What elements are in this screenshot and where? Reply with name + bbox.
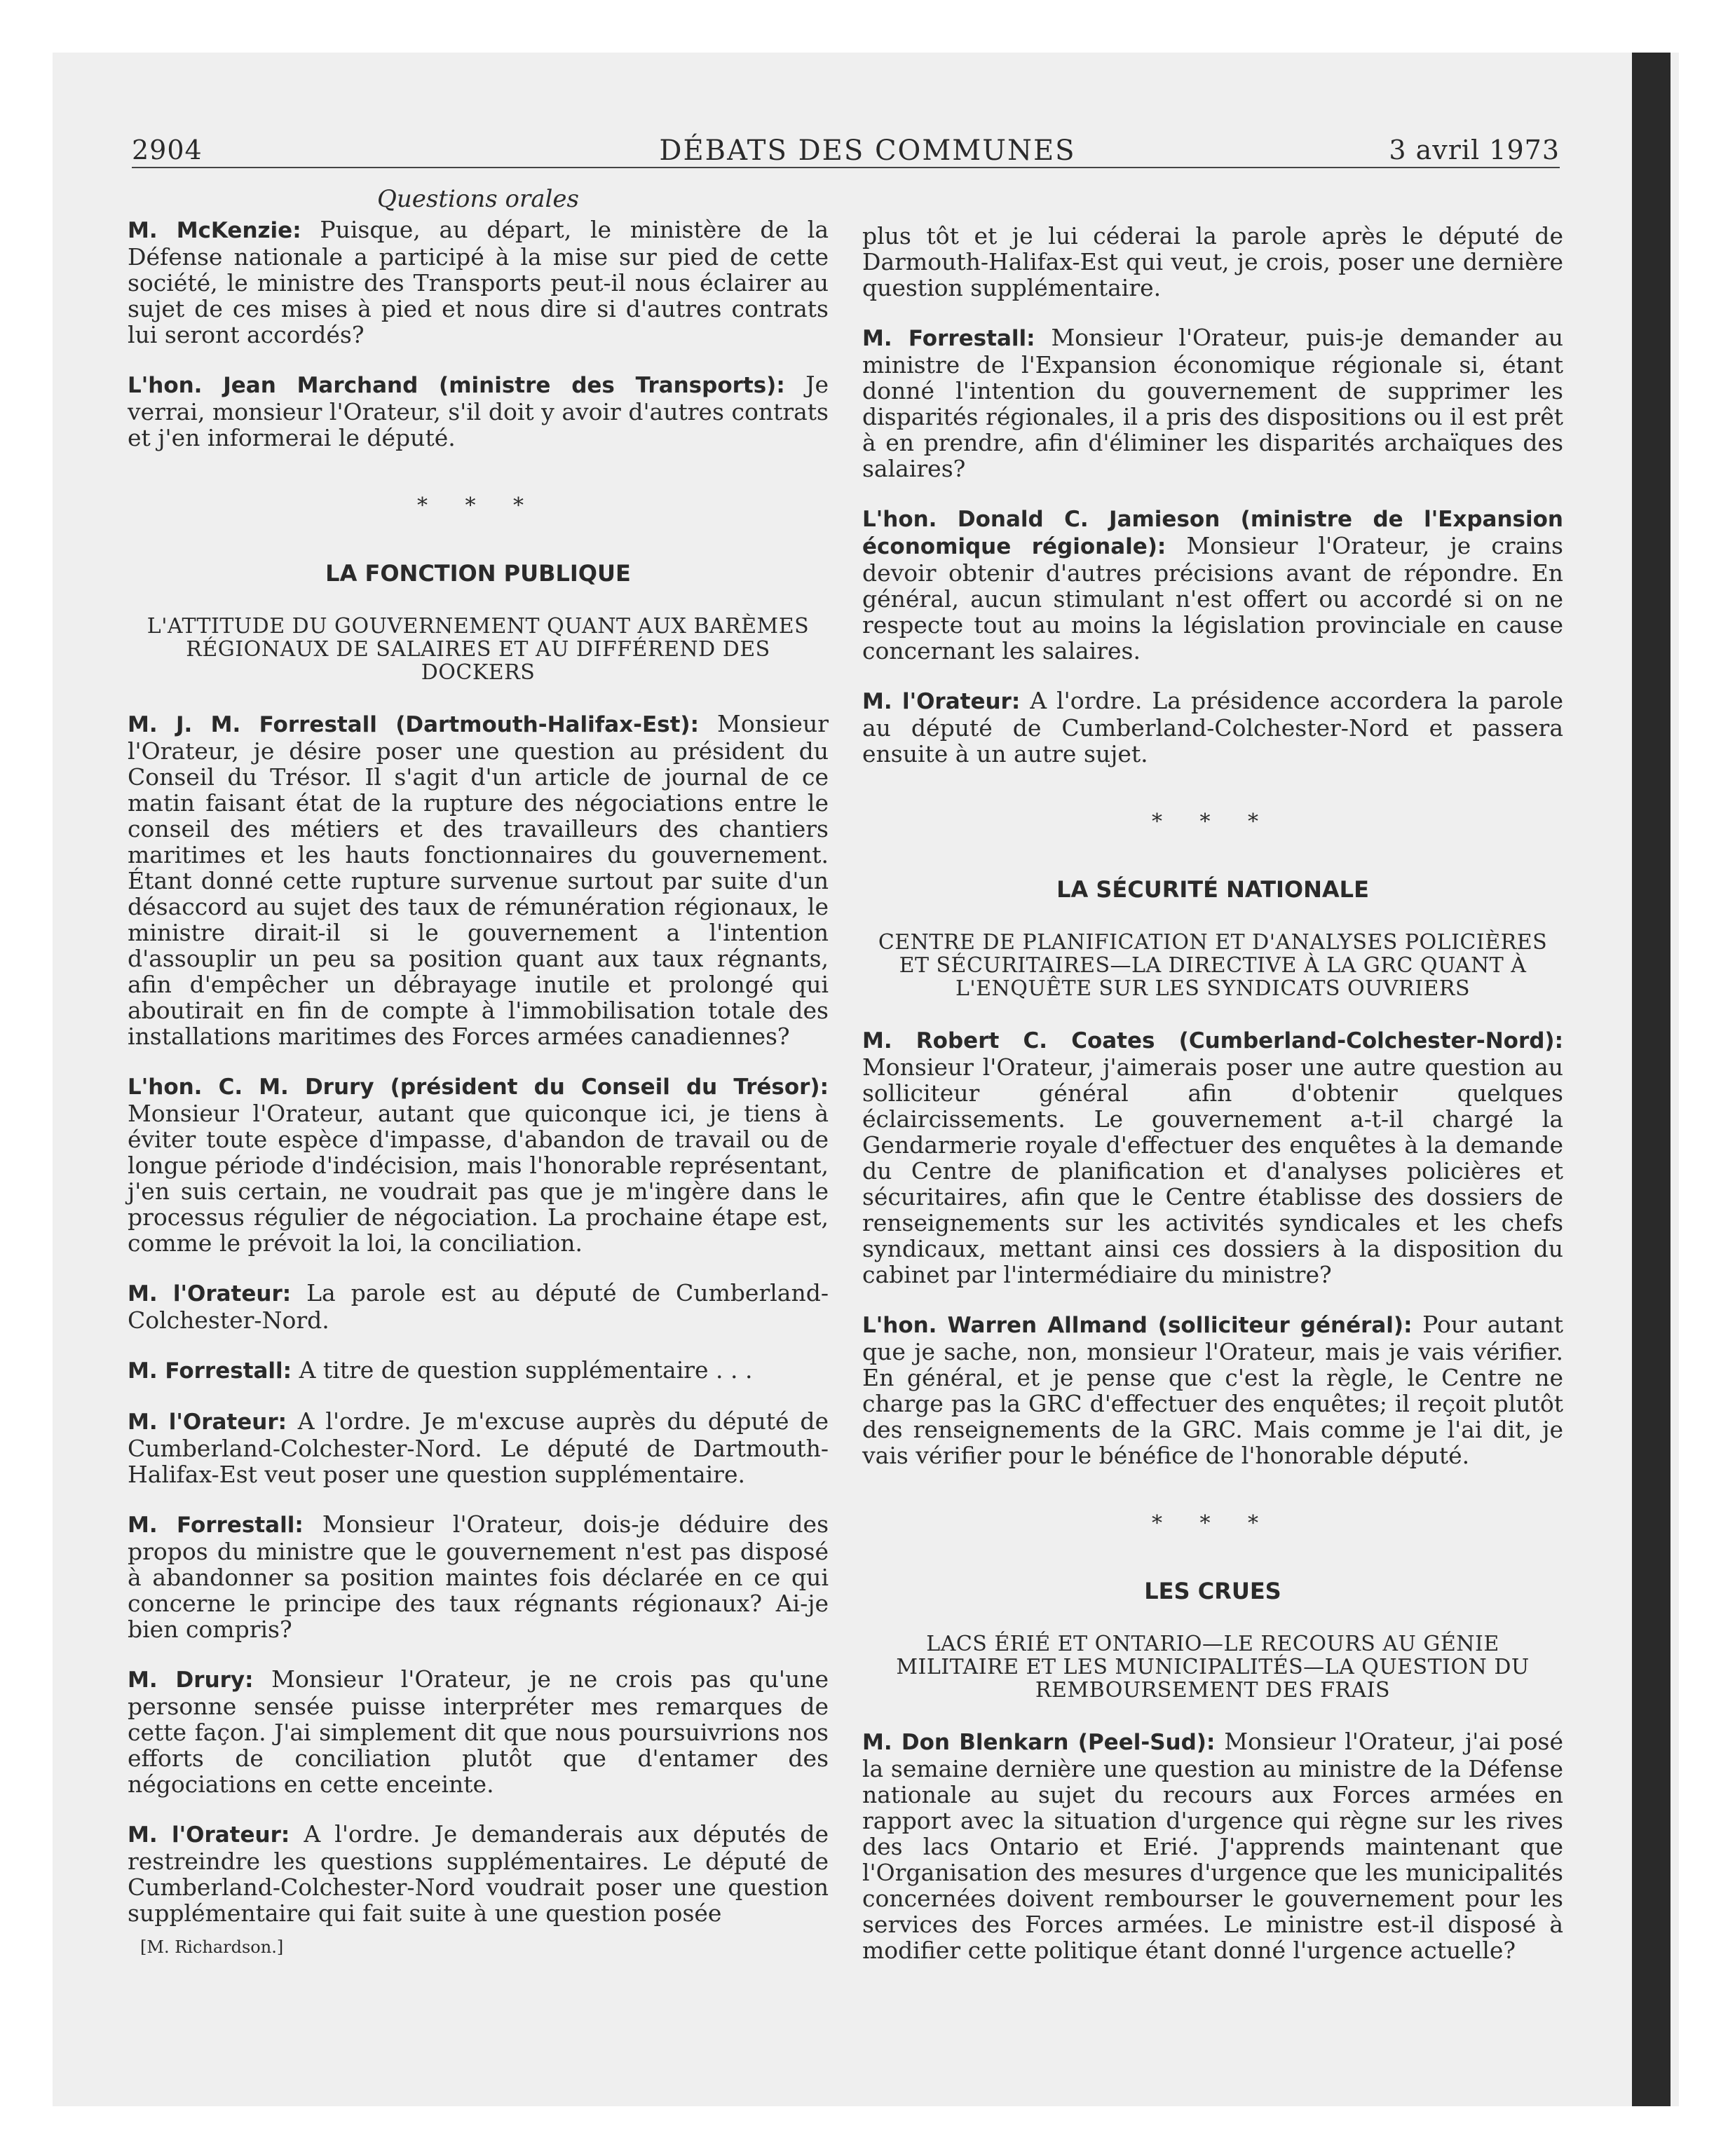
speech-text: Monsieur l'Orateur, j'ai posé la semaine dernière une question au ministre de la Défense nationale au sujet du recours aux Forces armées en rapport avec la situation d'urgence qui règne sur les rives des lacs Ontario et Erié. J'apprends maintenant que l'Organisation des mesures d'urgence que les municipalités concernées doivent rembourser le gouvernement pour les services des Forces armées. Le ministre est-il disposé à modifier cette politique étant donné l'urgence actuelle? <box>862 1728 1563 1964</box>
paragraph <box>128 1408 829 1487</box>
speech-text: Monsieur l'Orateur, puis-je demander au ministre de l'Expansion économique régionale si, étant donné l'intention du gouvernement de supprimer les disparités régionales, il a pris des dispositions ou il est prêt à en prendre, afin d'éliminer les disparités archaïques des salaires? <box>862 324 1563 482</box>
speech-text: Monsieur l'Orateur, je ne crois pas qu'une personne sensée puisse interpréter mes remarques de cette façon. J'ai simplement dit que nous poursuivrions nos efforts de conciliation plutôt que d'entamer des négociations en cette enceinte. <box>128 1665 829 1798</box>
section-separator: * * * <box>1151 1511 1274 1536</box>
paragraph <box>128 1073 829 1256</box>
paragraph <box>128 1821 829 1926</box>
left-column <box>128 182 829 1960</box>
speaker: M. l'Orateur: <box>128 1281 292 1306</box>
section-heading: LA FONCTION PUBLIQUE <box>325 560 631 587</box>
speaker: M. Forrestall: <box>862 326 1035 351</box>
speech-text: Monsieur l'Orateur, je crains devoir obtenir d'autres précisions avant de répondre. En général, aucun stimulant n'est offert ou accordé si on ne respecte tout au moins la législation provinciale en cause concernant les salaires. <box>862 532 1563 664</box>
section-separator: * * * <box>1151 810 1274 834</box>
paragraph <box>862 325 1563 482</box>
section-separator: * * * <box>416 493 540 518</box>
paragraph <box>862 505 1563 664</box>
paragraph <box>862 1311 1563 1468</box>
section-heading: LES CRUES <box>1144 1578 1281 1604</box>
paragraph <box>128 1666 829 1797</box>
speech-text: A l'ordre. Je m'excuse auprès du député de Cumberland-Colchester-Nord. Le député de Dartmouth-Halifax-Est veut poser une question supplémentaire. <box>128 1407 829 1488</box>
speaker: M. Drury: <box>128 1667 254 1693</box>
page-number: 2904 <box>132 135 203 165</box>
paragraph <box>128 1280 829 1333</box>
paragraph <box>128 1357 829 1384</box>
speaker: L'hon. Warren Allmand (solliciteur général): <box>862 1313 1413 1338</box>
section-subheading: CENTRE DE PLANIFICATION ET D'ANALYSES POLICIÈRES ET SÉCURITAIRES—LA DIRECTIVE À LA GRC QUANT À L'ENQUÊTE SUR LES SYNDICATS OUVRIERS <box>878 930 1548 1001</box>
speaker: M. Robert C. Coates (Cumberland-Colchester-Nord): <box>862 1028 1563 1053</box>
speech-text: Puisque, au départ, le ministère de la Défense nationale a participé à la mise sur pied de cette société, le ministre des Transports peut-il nous éclairer au sujet de ces mises à pied et nous dire si d'autres contrats lui seront accordés? <box>128 216 829 348</box>
paragraph <box>128 217 829 348</box>
section-label: Questions orales <box>377 185 579 213</box>
paragraph <box>862 688 1563 767</box>
speaker: M. l'Orateur: <box>128 1822 290 1848</box>
speaker: M. l'Orateur: <box>128 1410 287 1435</box>
section-subheading: L'ATTITUDE DU GOUVERNEMENT QUANT AUX BARÈMES RÉGIONAUX DE SALAIRES ET AU DIFFÉREND DES DOCKERS <box>147 614 810 685</box>
speaker: L'hon. C. M. Drury (président du Conseil du Trésor): <box>128 1074 829 1100</box>
speaker: L'hon. Jean Marchand (ministre des Transports): <box>128 373 785 398</box>
paragraph <box>128 371 829 451</box>
paragraph <box>862 1728 1563 1963</box>
section-subheading: LACS ÉRIÉ ET ONTARIO—LE RECOURS AU GÉNIE MILITAIRE ET LES MUNICIPALITÉS—LA QUESTION DU REMBOURSEMENT DES FRAIS <box>896 1632 1530 1703</box>
speech-text: Monsieur l'Orateur, dois-je déduire des propos du ministre que le gouvernement n'est pas disposé à abandonner sa position maintes fois déclarée en ce qui concerne le principe des taux régnants régionaux? Ai-je bien compris? <box>128 1510 829 1643</box>
speaker: M. McKenzie: <box>128 218 301 243</box>
speaker: M. Forrestall: <box>128 1513 304 1538</box>
speech-text: A titre de question supplémentaire . . . <box>292 1356 753 1384</box>
paragraph <box>862 1027 1563 1288</box>
footnote: [M. Richardson.] <box>140 1937 284 1957</box>
section-heading: LA SÉCURITÉ NATIONALE <box>1056 876 1369 903</box>
page-date: 3 avril 1973 <box>1389 135 1560 165</box>
speech-text: Je verrai, monsieur l'Orateur, s'il doit y avoir d'autres contrats et j'en informerai le député. <box>128 371 829 451</box>
speaker: M. J. M. Forrestall (Dartmouth-Halifax-Est): <box>128 712 699 737</box>
speech-text: A l'ordre. La présidence accordera la parole au député de Cumberland-Colchester-Nord et passera ensuite à un autre sujet. <box>862 687 1563 767</box>
paragraph <box>128 711 829 1049</box>
speech-text: La parole est au député de Cumberland-Colchester-Nord. <box>128 1279 829 1334</box>
speaker: M. l'Orateur: <box>862 689 1021 714</box>
speech-text: A l'ordre. Je demanderais aux députés de restreindre les questions supplémentaires. Le député de Cumberland-Colchester-Nord voudrait poser une question supplémentaire qui fait suite à une question posée <box>128 1820 829 1927</box>
speaker: M. Don Blenkarn (Peel-Sud): <box>862 1730 1216 1755</box>
paragraph <box>128 1511 829 1642</box>
running-title: DÉBATS DES COMMUNES <box>659 135 1076 167</box>
right-column <box>862 223 1563 1987</box>
speaker: M. Forrestall: <box>128 1358 292 1384</box>
speech-text: plus tôt et je lui céderai la parole après le député de Darmouth-Halifax-Est qui veut, je crois, poser une dernière question supplémentaire. <box>862 222 1563 301</box>
speech-text: Pour autant que je sache, non, monsieur l'Orateur, mais je vais vérifier. En général, et je pense que c'est la règle, le Centre ne charge pas la GRC d'effectuer des enquêtes; il reçoit plutôt des renseignements de la GRC. Mais comme je l'ai dit, je vais vérifier pour le bénéfice de l'honorable député. <box>862 1311 1564 1469</box>
speech-text: Monsieur l'Orateur, autant que quiconque ici, je tiens à éviter toute espèce d'impasse, d'abandon de travail ou de longue période d'indécision, mais l'honorable représentant, j'en suis certain, ne voudrait pas que je m'ingère dans le processus régulier de négociation. La prochaine étape est, comme le prévoit la loi, la conciliation. <box>128 1100 829 1257</box>
speech-text: Monsieur l'Orateur, je désire poser une question au président du Conseil du Trésor. Il s'agit d'un article de journal de ce matin faisant état de la rupture des négociations entre le conseil des métiers et des travailleurs des chantiers maritimes et les hauts fonctionnaires du gouvernement. Étant donné cette rupture survenue surtout par suite d'un désaccord au sujet des taux de rémunération régionaux, le ministre dirait-il si le gouvernement a l'intention d'assouplir un peu sa position quant aux taux régnants, afin d'empêcher un débrayage inutile et prolongé qui aboutirait en fin de compte à l'immobilisation totale des installations maritimes des Forces armées canadiennes? <box>128 710 829 1050</box>
speech-text: Monsieur l'Orateur, j'aimerais poser une autre question au solliciteur général afin d'obtenir quelques éclaircissements. Le gouvernement a-t-il chargé la Gendarmerie royale d'effectuer des enquêtes à la demande du Centre de planification et d'analyses policières et sécuritaires, afin que le Centre établisse des dossiers de renseignements sur les activités syndicales et les chefs syndicaux, mettant ainsi ces dossiers à la disposition du cabinet par l'intermédiaire du ministre? <box>862 1053 1563 1288</box>
header-rule <box>132 167 1560 168</box>
paragraph <box>862 223 1563 301</box>
speaker: L'hon. Donald C. Jamieson (ministre de l'Expansion économique régionale): <box>862 507 1563 559</box>
